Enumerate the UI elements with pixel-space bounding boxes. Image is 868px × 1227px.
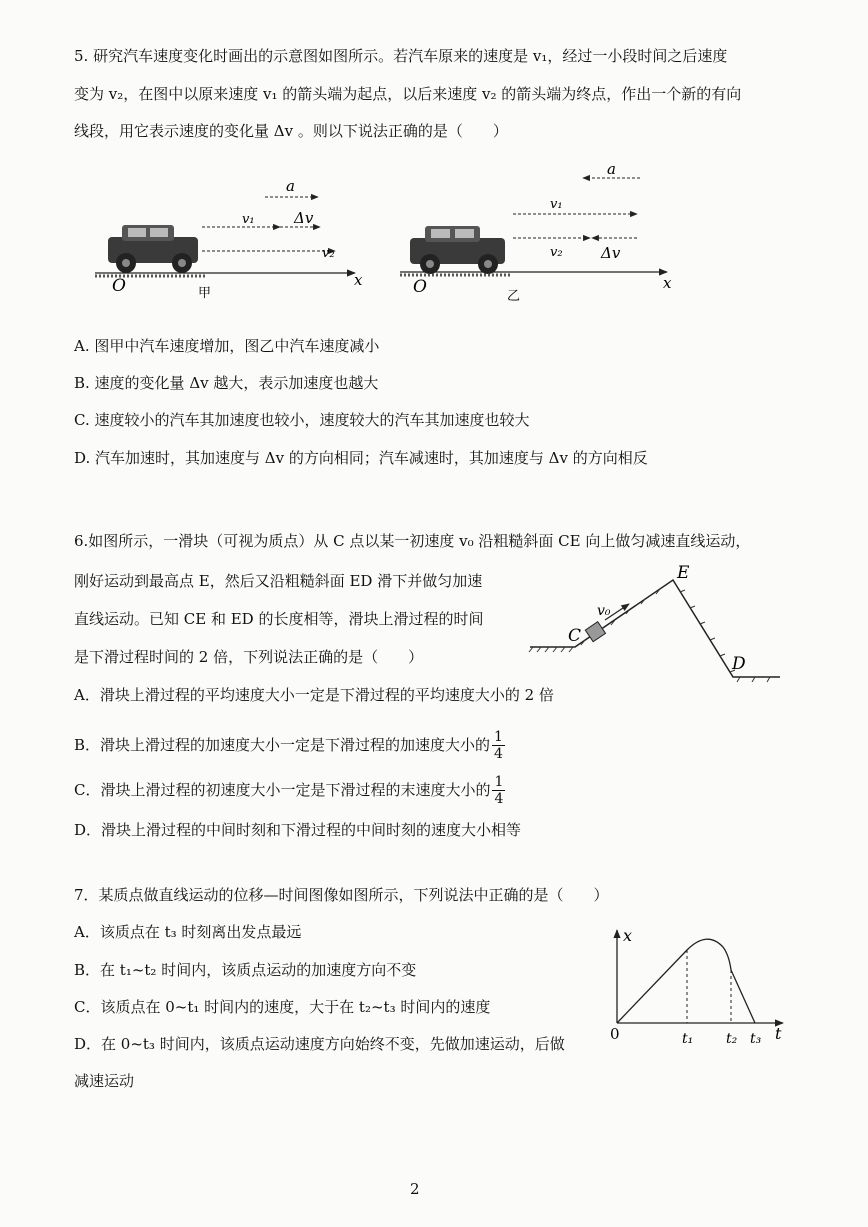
label-x: x bbox=[663, 274, 672, 292]
q5-stem-line3: 线段，用它表示速度的变化量 Δv 。则以下说法正确的是（ ） bbox=[74, 122, 508, 140]
q5-stem-line2: 变为 v₂，在图中以原来速度 v₁ 的箭头端为起点，以后来速度 v₂ 的箭头端为终点，作出一个新的有向 bbox=[74, 85, 742, 103]
label-t1: t₁ bbox=[682, 1031, 694, 1047]
label-x: x bbox=[623, 926, 633, 945]
q6-option-b bbox=[74, 725, 505, 765]
label-v1: v₁ bbox=[550, 197, 563, 212]
label-d: D bbox=[732, 654, 746, 674]
q7-option-d-continued: 减速运动 bbox=[74, 1072, 135, 1090]
label-v2: v₂ bbox=[550, 245, 563, 260]
q7-xt-graph bbox=[605, 925, 795, 1055]
q5-figure-right bbox=[395, 160, 685, 304]
fraction-denominator: 4 bbox=[494, 790, 504, 807]
page-number: 2 bbox=[410, 1180, 420, 1198]
q7-stem: 7．某质点做直线运动的位移—时间图像如图所示，下列说法中正确的是（ ） bbox=[74, 886, 609, 904]
caption-yi: 乙 bbox=[507, 289, 521, 304]
q6-option-c-text: C．滑块上滑过程的初速度大小一定是下滑过程的末速度大小的 bbox=[74, 781, 491, 799]
q7-option-a: A．该质点在 t₃ 时刻离出发点最远 bbox=[74, 923, 302, 941]
label-t2: t₂ bbox=[726, 1031, 738, 1047]
q6-option-d: D．滑块上滑过程的中间时刻和下滑过程的中间时刻的速度大小相等 bbox=[74, 821, 522, 839]
fraction-numerator: 1 bbox=[494, 773, 504, 790]
fraction-denominator: 4 bbox=[494, 745, 503, 762]
q6-incline-figure bbox=[525, 565, 790, 690]
label-x: x bbox=[354, 271, 363, 289]
label-delta-v: Δv bbox=[601, 244, 621, 262]
xt-curve bbox=[617, 939, 755, 1023]
fraction-one-quarter bbox=[492, 774, 505, 807]
label-origin: 0 bbox=[610, 1025, 620, 1043]
label-v0: v₀ bbox=[597, 603, 611, 619]
label-v1: v₁ bbox=[242, 212, 255, 227]
q6-stem-line2: 刚好运动到最高点 E，然后又沿粗糙斜面 ED 滑下并做匀加速 bbox=[74, 572, 483, 590]
q7-option-b: B．在 t₁~t₂ 时间内，该质点运动的加速度方向不变 bbox=[74, 961, 417, 979]
label-a: a bbox=[607, 160, 616, 178]
label-e: E bbox=[677, 563, 690, 583]
q5-option-b: B. 速度的变化量 Δv 越大，表示加速度也越大 bbox=[74, 374, 379, 392]
label-v2: v₂ bbox=[322, 246, 335, 261]
label-c: C bbox=[568, 626, 582, 646]
q5-option-c: C. 速度较小的汽车其加速度也较小，速度较大的汽车其加速度也较大 bbox=[74, 411, 530, 429]
label-a: a bbox=[286, 177, 295, 195]
car-icon bbox=[108, 225, 198, 273]
label-t: t bbox=[775, 1024, 782, 1043]
caption-jia: 甲 bbox=[198, 286, 212, 301]
label-origin: O bbox=[112, 276, 126, 296]
q5-option-a: A. 图甲中汽车速度增加，图乙中汽车速度减小 bbox=[74, 337, 380, 355]
q5-figure-left bbox=[90, 165, 380, 305]
label-t3: t₃ bbox=[750, 1031, 762, 1047]
q6-option-a: A．滑块上滑过程的平均速度大小一定是下滑过程的平均速度大小的 2 倍 bbox=[74, 686, 554, 704]
q7-option-c: C．该质点在 0~t₁ 时间内的速度，大于在 t₂~t₃ 时间内的速度 bbox=[74, 998, 491, 1016]
q7-option-d: D．在 0~t₃ 时间内，该质点运动速度方向始终不变，先做加速运动，后做 bbox=[74, 1035, 565, 1053]
fraction-numerator: 1 bbox=[494, 728, 503, 745]
q6-option-b-text: B．滑块上滑过程的加速度大小一定是下滑过程的加速度大小的 bbox=[74, 736, 491, 754]
label-origin: O bbox=[413, 277, 427, 297]
q6-stem-line1: 6.如图所示，一滑块（可视为质点）从 C 点以某一初速度 v₀ 沿粗糙斜面 CE 向上做匀减速直线运动， bbox=[74, 532, 751, 550]
q6-stem-line3: 直线运动。已知 CE 和 ED 的长度相等，滑块上滑过程的时间 bbox=[74, 610, 484, 628]
q6-stem-line4: 是下滑过程时间的 2 倍，下列说法正确的是（ ） bbox=[74, 648, 424, 666]
q5-option-d: D. 汽车加速时，其加速度与 Δv 的方向相同；汽车减速时，其加速度与 Δv 的方向相反 bbox=[74, 449, 648, 467]
q6-option-c bbox=[74, 770, 505, 810]
car-icon bbox=[410, 226, 505, 274]
label-delta-v: Δv bbox=[294, 209, 314, 227]
q5-stem-line1: 5. 研究汽车速度变化时画出的示意图如图所示。若汽车原来的速度是 v₁，经过一小段时间之后速度 bbox=[74, 47, 728, 65]
fraction-one-quarter bbox=[492, 729, 505, 762]
